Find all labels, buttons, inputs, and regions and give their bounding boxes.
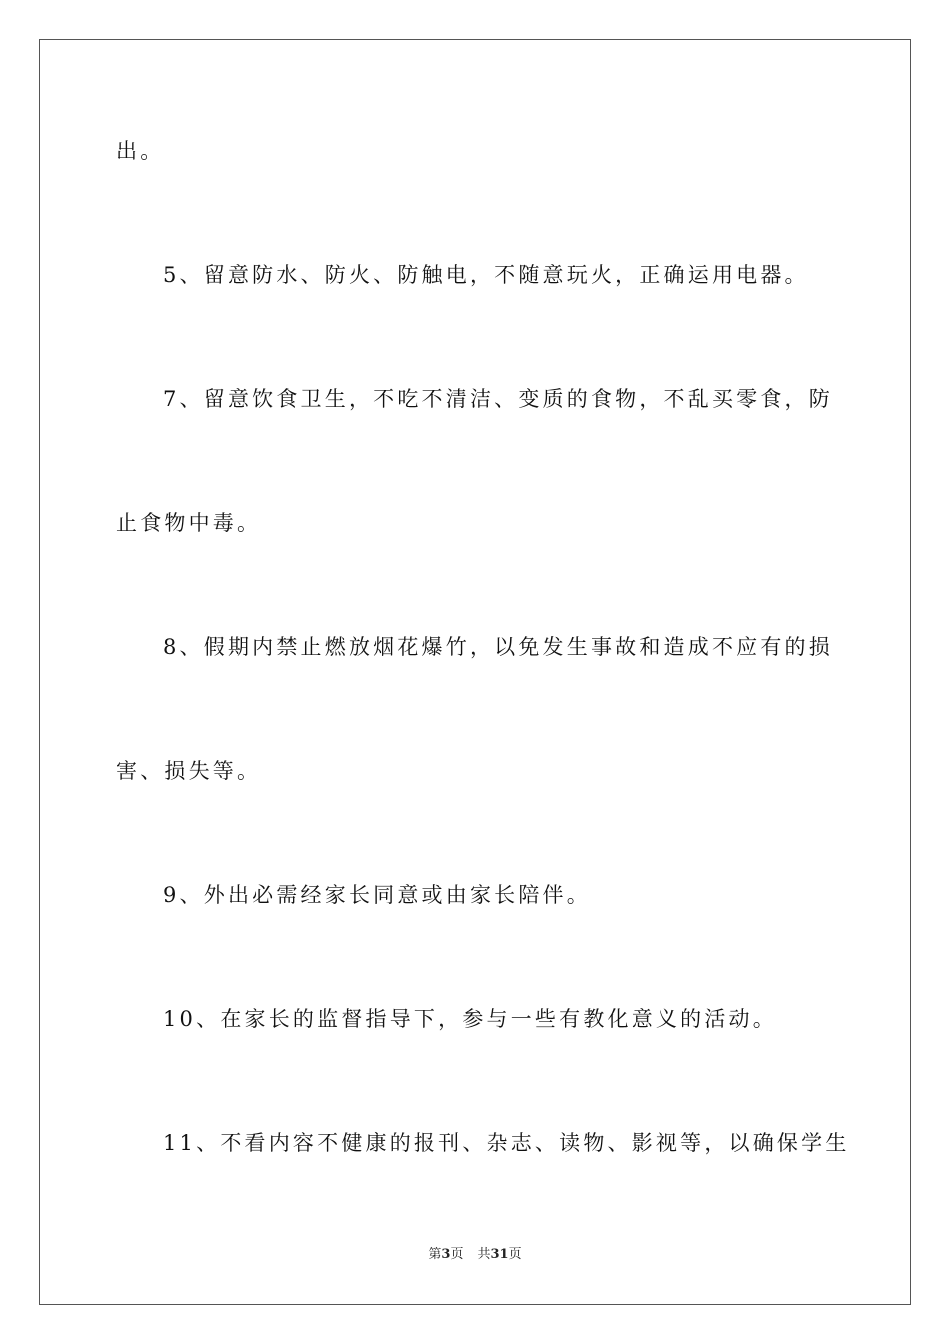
text-line: 害、损失等。 bbox=[116, 759, 262, 783]
text-line: 11、不看内容不健康的报刊、杂志、读物、影视等，以确保学生 bbox=[163, 1131, 850, 1155]
total-prefix: 共 bbox=[477, 1247, 491, 1262]
page-total: 31 bbox=[490, 1247, 509, 1262]
text-line: 8、假期内禁止燃放烟花爆竹，以免发生事故和造成不应有的损 bbox=[163, 635, 833, 659]
total-suffix: 页 bbox=[508, 1247, 522, 1262]
text-line: 5、留意防水、防火、防触电，不随意玩火，正确运用电器。 bbox=[163, 263, 809, 287]
text-line: 止食物中毒。 bbox=[116, 511, 262, 535]
page-border bbox=[39, 39, 911, 1305]
page-footer bbox=[0, 1246, 950, 1264]
text-line: 7、留意饮食卫生，不吃不清洁、变质的食物，不乱买零食，防 bbox=[163, 387, 833, 411]
text-line: 10、在家长的监督指导下，参与一些有教化意义的活动。 bbox=[163, 1007, 777, 1031]
page-prefix: 第 bbox=[428, 1247, 442, 1262]
text-line: 出。 bbox=[116, 139, 165, 163]
text-line: 9、外出必需经家长同意或由家长陪伴。 bbox=[163, 883, 591, 907]
page-suffix: 页 bbox=[450, 1247, 464, 1262]
page-current: 3 bbox=[441, 1247, 451, 1262]
